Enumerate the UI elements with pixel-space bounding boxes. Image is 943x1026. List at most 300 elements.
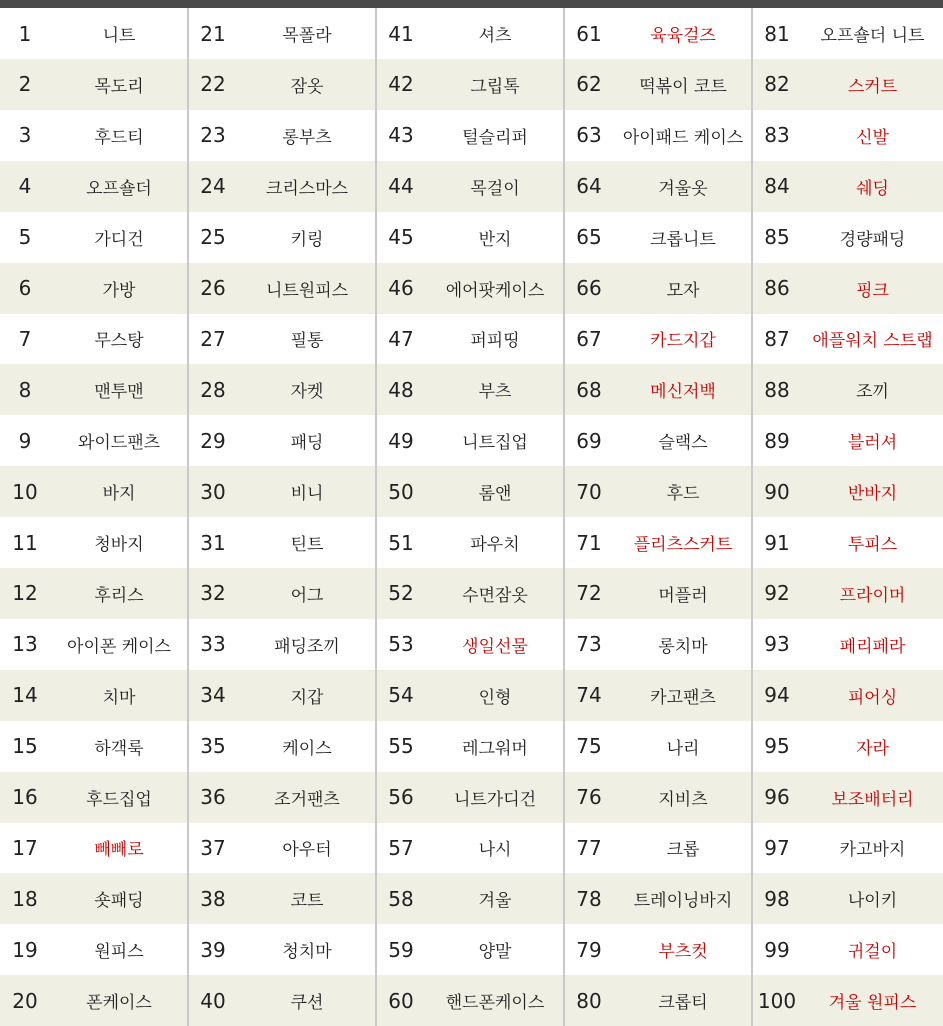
rank-number: 80 xyxy=(576,988,602,1013)
keyword-label: 니트집업 xyxy=(462,433,528,454)
rank-number: 20 xyxy=(12,988,38,1013)
ranking-cell xyxy=(0,721,188,772)
rank-number: 44 xyxy=(388,174,414,199)
keyword-label: 비니 xyxy=(290,484,324,505)
keyword-label: 오프숄더 xyxy=(86,178,152,199)
ranking-cell xyxy=(376,161,564,212)
keyword-label: 애플워치 스트랩 xyxy=(812,331,933,352)
rank-number: 64 xyxy=(576,174,602,199)
rank-number: 23 xyxy=(200,123,226,148)
table-row xyxy=(0,975,943,1026)
keyword-label: 패딩 xyxy=(290,433,324,454)
table-row xyxy=(0,161,943,212)
ranking-cell xyxy=(752,619,943,670)
ranking-cell xyxy=(188,110,376,161)
ranking-cell xyxy=(188,721,376,772)
column-divider xyxy=(751,8,753,1026)
ranking-cell xyxy=(376,822,564,873)
rank-number: 19 xyxy=(12,937,38,962)
keyword-label: 레그워머 xyxy=(462,738,528,759)
keyword-label: 청바지 xyxy=(94,535,144,555)
table-row xyxy=(0,568,943,619)
rank-number: 41 xyxy=(388,21,414,46)
rank-number: 71 xyxy=(576,530,602,555)
keyword-label: 그립톡 xyxy=(470,76,520,97)
keyword-label: 자라 xyxy=(856,738,889,759)
keyword-label: 떡볶이 코트 xyxy=(639,76,727,97)
keyword-label: 겨울 xyxy=(478,891,512,912)
ranking-cell xyxy=(188,619,376,670)
rank-number: 17 xyxy=(12,835,38,860)
rank-number: 3 xyxy=(18,123,32,148)
keyword-label: 블러셔 xyxy=(847,433,898,454)
rank-number: 35 xyxy=(200,734,226,759)
keyword-label: 치마 xyxy=(102,687,136,708)
ranking-cell xyxy=(376,670,564,721)
keyword-label: 무스탕 xyxy=(94,331,144,352)
rank-number: 38 xyxy=(200,886,226,911)
rank-number: 56 xyxy=(388,785,414,809)
ranking-cell xyxy=(0,873,188,924)
rank-number: 83 xyxy=(764,123,790,148)
ranking-cell xyxy=(0,670,188,721)
keyword-label: 털슬리퍼 xyxy=(462,127,528,148)
ranking-cell xyxy=(752,110,943,161)
keyword-label: 케이스 xyxy=(282,738,332,759)
rank-number: 26 xyxy=(200,276,226,300)
rank-number: 36 xyxy=(200,785,226,809)
keyword-label: 어그 xyxy=(290,585,324,606)
keyword-label: 카고팬츠 xyxy=(650,687,716,708)
ranking-cell xyxy=(752,8,943,59)
rank-number: 93 xyxy=(764,632,790,657)
rank-number: 52 xyxy=(388,581,414,606)
keyword-label: 프라이머 xyxy=(839,585,906,606)
rank-number: 49 xyxy=(388,428,414,453)
table-row xyxy=(0,415,943,466)
keyword-label: 니트가디건 xyxy=(453,789,537,810)
rank-number: 61 xyxy=(576,21,602,46)
keyword-label: 핸드폰케이스 xyxy=(445,993,545,1014)
rank-number: 88 xyxy=(764,377,790,402)
ranking-cell xyxy=(376,873,564,924)
rank-number: 24 xyxy=(200,174,226,199)
table-row xyxy=(0,212,943,263)
table-row xyxy=(0,772,943,823)
ranking-cell xyxy=(0,212,188,263)
ranking-cell xyxy=(188,466,376,517)
rank-number: 85 xyxy=(764,225,790,250)
keyword-label: 크롭니트 xyxy=(650,229,716,250)
table-row xyxy=(0,110,943,161)
keyword-label: 페리페라 xyxy=(839,636,906,657)
rank-number: 90 xyxy=(764,479,790,504)
rank-number: 9 xyxy=(18,428,32,453)
keyword-label: 빼빼로 xyxy=(94,840,144,861)
ranking-cell xyxy=(0,263,188,314)
ranking-cell xyxy=(564,466,752,517)
keyword-label: 경량패딩 xyxy=(839,229,906,250)
rank-number: 91 xyxy=(764,530,790,555)
table-row xyxy=(0,670,943,721)
rank-number: 57 xyxy=(388,835,414,860)
ranking-cell xyxy=(0,568,188,619)
rank-number: 97 xyxy=(764,835,790,860)
keyword-label: 후드 xyxy=(666,484,700,505)
keyword-label: 니트원피스 xyxy=(265,280,349,301)
rank-number: 29 xyxy=(200,428,226,453)
keyword-label: 귀걸이 xyxy=(847,942,898,963)
ranking-cell xyxy=(564,415,752,466)
table-row xyxy=(0,619,943,670)
keyword-label: 폰케이스 xyxy=(86,993,152,1014)
keyword-label: 카고바지 xyxy=(839,840,906,861)
ranking-cell xyxy=(0,8,188,59)
ranking-cell xyxy=(752,212,943,263)
rank-number: 66 xyxy=(576,276,602,300)
ranking-cell xyxy=(376,313,564,364)
ranking-cell xyxy=(188,8,376,59)
rank-number: 65 xyxy=(576,225,602,250)
ranking-cell xyxy=(376,466,564,517)
table-row xyxy=(0,721,943,772)
ranking-cell xyxy=(564,59,752,110)
rank-number: 78 xyxy=(576,886,602,911)
rank-number: 11 xyxy=(12,530,38,555)
ranking-cell xyxy=(188,670,376,721)
ranking-cell xyxy=(564,721,752,772)
keyword-label: 수면잠옷 xyxy=(462,585,528,606)
ranking-cell xyxy=(564,364,752,415)
ranking-cell xyxy=(188,364,376,415)
column-divider xyxy=(563,8,565,1026)
keyword-label: 에어팟케이스 xyxy=(445,280,545,301)
ranking-cell xyxy=(564,822,752,873)
ranking-cell xyxy=(376,212,564,263)
ranking-cell xyxy=(376,568,564,619)
keyword-label: 나시 xyxy=(478,840,512,861)
ranking-cell xyxy=(188,161,376,212)
keyword-label: 투피스 xyxy=(847,535,898,555)
rank-number: 53 xyxy=(388,632,414,657)
rank-number: 7 xyxy=(18,326,32,351)
rank-number: 76 xyxy=(576,785,602,809)
keyword-label: 피어싱 xyxy=(847,687,898,708)
ranking-cell xyxy=(188,263,376,314)
rank-number: 50 xyxy=(388,479,414,504)
keyword-label: 키링 xyxy=(290,229,324,250)
rank-number: 95 xyxy=(764,734,790,759)
keyword-label: 숏패딩 xyxy=(94,891,144,912)
table-row xyxy=(0,313,943,364)
table-row xyxy=(0,822,943,873)
keyword-label: 롱부츠 xyxy=(282,127,332,148)
keyword-label: 목도리 xyxy=(94,76,144,97)
ranking-cell xyxy=(376,364,564,415)
ranking-cell xyxy=(0,619,188,670)
rank-number: 39 xyxy=(200,937,226,962)
ranking-cell xyxy=(0,822,188,873)
rank-number: 34 xyxy=(200,683,226,708)
rank-number: 30 xyxy=(200,479,226,504)
keyword-label: 청치마 xyxy=(282,942,332,963)
keyword-label: 니트 xyxy=(102,26,136,46)
keyword-label: 육육걸즈 xyxy=(650,26,716,46)
ranking-cell xyxy=(564,568,752,619)
keyword-label: 후드집업 xyxy=(86,789,152,810)
keyword-label: 가디건 xyxy=(94,229,144,250)
rank-number: 59 xyxy=(388,937,414,962)
ranking-cell xyxy=(376,975,564,1026)
rank-number: 84 xyxy=(764,174,790,199)
ranking-cell xyxy=(752,415,943,466)
rank-number: 89 xyxy=(764,428,790,453)
rank-number: 47 xyxy=(388,326,414,351)
ranking-cell xyxy=(564,924,752,975)
ranking-cell xyxy=(376,517,564,568)
rank-number: 40 xyxy=(200,988,226,1013)
ranking-cell xyxy=(188,517,376,568)
ranking-cell xyxy=(376,721,564,772)
rank-number: 12 xyxy=(12,581,38,606)
rank-number: 10 xyxy=(12,479,38,504)
keyword-label: 오프숄더 니트 xyxy=(820,26,925,46)
keyword-ranking-table xyxy=(0,8,943,1026)
rank-number: 31 xyxy=(200,530,226,555)
ranking-cell xyxy=(0,59,188,110)
ranking-cell xyxy=(0,517,188,568)
rank-number: 62 xyxy=(576,72,602,97)
ranking-cell xyxy=(564,313,752,364)
keyword-label: 코트 xyxy=(290,891,324,912)
keyword-label: 바지 xyxy=(102,484,136,505)
ranking-cell xyxy=(0,415,188,466)
rank-number: 74 xyxy=(576,683,602,708)
rank-number: 98 xyxy=(764,886,790,911)
ranking-cell xyxy=(564,772,752,823)
rank-number: 54 xyxy=(388,683,414,708)
rank-number: 46 xyxy=(388,276,414,300)
rank-number: 60 xyxy=(388,988,414,1013)
rank-number: 33 xyxy=(200,632,226,657)
keyword-label: 생일선물 xyxy=(462,636,528,657)
keyword-label: 롬앤 xyxy=(478,484,512,505)
keyword-label: 지비츠 xyxy=(658,789,708,810)
keyword-label: 양말 xyxy=(478,942,512,963)
ranking-cell xyxy=(188,975,376,1026)
rank-number: 63 xyxy=(576,123,602,148)
ranking-cell xyxy=(0,924,188,975)
rank-number: 99 xyxy=(764,937,790,962)
ranking-cell xyxy=(564,161,752,212)
rank-number: 70 xyxy=(576,479,602,504)
rank-number: 94 xyxy=(764,683,790,708)
table-row xyxy=(0,8,943,59)
rank-number: 100 xyxy=(757,988,797,1013)
ranking-cell xyxy=(188,772,376,823)
ranking-cell xyxy=(0,772,188,823)
rank-number: 92 xyxy=(764,581,790,606)
keyword-label: 자켓 xyxy=(290,382,324,403)
keyword-label: 후리스 xyxy=(94,585,144,606)
ranking-cell xyxy=(752,568,943,619)
ranking-cell xyxy=(752,873,943,924)
keyword-label: 목걸이 xyxy=(470,178,520,199)
ranking-cell xyxy=(376,619,564,670)
keyword-label: 조거팬츠 xyxy=(274,789,340,810)
keyword-label: 겨울옷 xyxy=(658,178,708,199)
ranking-cell xyxy=(0,161,188,212)
keyword-label: 와이드팬츠 xyxy=(77,433,161,454)
column-divider xyxy=(187,8,189,1026)
ranking-cell xyxy=(0,975,188,1026)
ranking-cell xyxy=(564,110,752,161)
rank-number: 42 xyxy=(388,72,414,97)
rank-number: 16 xyxy=(12,785,38,809)
rank-number: 86 xyxy=(764,276,790,300)
rank-number: 37 xyxy=(200,835,226,860)
rank-number: 8 xyxy=(18,377,32,402)
rank-number: 14 xyxy=(12,683,38,708)
ranking-cell xyxy=(752,161,943,212)
ranking-cell xyxy=(752,721,943,772)
ranking-cell xyxy=(376,772,564,823)
keyword-label: 아이폰 케이스 xyxy=(67,636,171,657)
keyword-label: 머플러 xyxy=(658,585,708,606)
keyword-label: 부츠 xyxy=(478,382,512,403)
rank-number: 27 xyxy=(200,326,226,351)
keyword-label: 나이키 xyxy=(847,891,898,912)
ranking-cell xyxy=(0,466,188,517)
ranking-cell xyxy=(0,313,188,364)
ranking-cell xyxy=(188,822,376,873)
keyword-label: 패딩조끼 xyxy=(274,636,340,657)
ranking-cell xyxy=(564,263,752,314)
keyword-label: 부츠컷 xyxy=(658,942,708,963)
keyword-label: 목폴라 xyxy=(282,26,332,46)
keyword-label: 보조배터리 xyxy=(831,789,914,810)
keyword-label: 신발 xyxy=(856,127,889,148)
ranking-cell xyxy=(376,110,564,161)
ranking-cell xyxy=(752,364,943,415)
table-row xyxy=(0,924,943,975)
rank-number: 79 xyxy=(576,937,602,962)
keyword-label: 핑크 xyxy=(856,280,889,301)
ranking-cell xyxy=(0,364,188,415)
rank-number: 22 xyxy=(200,72,226,97)
rank-number: 25 xyxy=(200,225,226,250)
ranking-cell xyxy=(564,212,752,263)
keyword-label: 후드티 xyxy=(94,127,144,148)
rank-number: 73 xyxy=(576,632,602,657)
rank-number: 81 xyxy=(764,21,790,46)
keyword-label: 플리츠스커트 xyxy=(633,535,733,555)
keyword-label: 아이패드 케이스 xyxy=(622,127,744,148)
keyword-label: 잠옷 xyxy=(290,76,324,97)
ranking-cell xyxy=(188,568,376,619)
keyword-label: 셔츠 xyxy=(478,26,512,46)
rank-number: 75 xyxy=(576,734,602,759)
ranking-cell xyxy=(376,59,564,110)
keyword-label: 슬랙스 xyxy=(658,433,708,454)
top-bar xyxy=(0,0,943,8)
ranking-cell xyxy=(564,8,752,59)
ranking-cell xyxy=(376,263,564,314)
rank-number: 15 xyxy=(12,734,38,759)
keyword-label: 지갑 xyxy=(290,687,324,708)
keyword-label: 하객룩 xyxy=(94,738,144,759)
keyword-label: 크리스마스 xyxy=(265,178,349,199)
rank-number: 48 xyxy=(388,377,414,402)
table-row xyxy=(0,517,943,568)
ranking-cell xyxy=(188,212,376,263)
ranking-cell xyxy=(752,263,943,314)
keyword-label: 아우터 xyxy=(282,840,332,861)
table-row xyxy=(0,466,943,517)
ranking-cell xyxy=(564,670,752,721)
rank-number: 77 xyxy=(576,835,602,860)
ranking-cell xyxy=(188,873,376,924)
ranking-cell xyxy=(564,873,752,924)
rank-number: 82 xyxy=(764,72,790,97)
keyword-label: 원피스 xyxy=(94,942,144,963)
keyword-label: 나리 xyxy=(666,738,700,759)
ranking-cell xyxy=(752,822,943,873)
ranking-cell xyxy=(752,975,943,1026)
keyword-label: 크롭 xyxy=(666,840,700,861)
ranking-cell xyxy=(376,8,564,59)
ranking-cell xyxy=(376,924,564,975)
ranking-cell xyxy=(752,313,943,364)
keyword-label: 겨울 원피스 xyxy=(828,993,917,1014)
rank-number: 5 xyxy=(18,225,32,250)
keyword-label: 맨투맨 xyxy=(94,382,144,403)
keyword-label: 롱치마 xyxy=(658,636,708,657)
ranking-cell xyxy=(752,924,943,975)
rank-number: 4 xyxy=(18,174,32,199)
ranking-cell xyxy=(752,772,943,823)
rank-number: 55 xyxy=(388,734,414,759)
ranking-cell xyxy=(188,59,376,110)
keyword-label: 필통 xyxy=(290,331,324,352)
rank-number: 96 xyxy=(764,785,790,809)
keyword-label: 스커트 xyxy=(847,76,898,97)
ranking-cell xyxy=(752,59,943,110)
ranking-cell xyxy=(188,415,376,466)
ranking-cell xyxy=(188,313,376,364)
keyword-label: 가방 xyxy=(102,280,136,301)
keyword-label: 인형 xyxy=(478,687,512,708)
rank-number: 13 xyxy=(12,632,38,657)
ranking-cell xyxy=(564,619,752,670)
table-row xyxy=(0,59,943,110)
ranking-cell xyxy=(564,517,752,568)
table-row xyxy=(0,263,943,314)
keyword-label: 트레이닝바지 xyxy=(633,891,733,912)
ranking-cell xyxy=(564,975,752,1026)
rank-number: 45 xyxy=(388,225,414,250)
rank-number: 2 xyxy=(18,72,32,97)
ranking-cell xyxy=(752,670,943,721)
rank-number: 58 xyxy=(388,886,414,911)
keyword-label: 파우치 xyxy=(470,535,520,555)
keyword-label: 메신저백 xyxy=(650,382,716,403)
rank-number: 68 xyxy=(576,377,602,402)
keyword-label: 퍼피띵 xyxy=(470,331,520,352)
rank-number: 43 xyxy=(388,123,414,148)
rank-number: 28 xyxy=(200,377,226,402)
ranking-cell xyxy=(752,466,943,517)
